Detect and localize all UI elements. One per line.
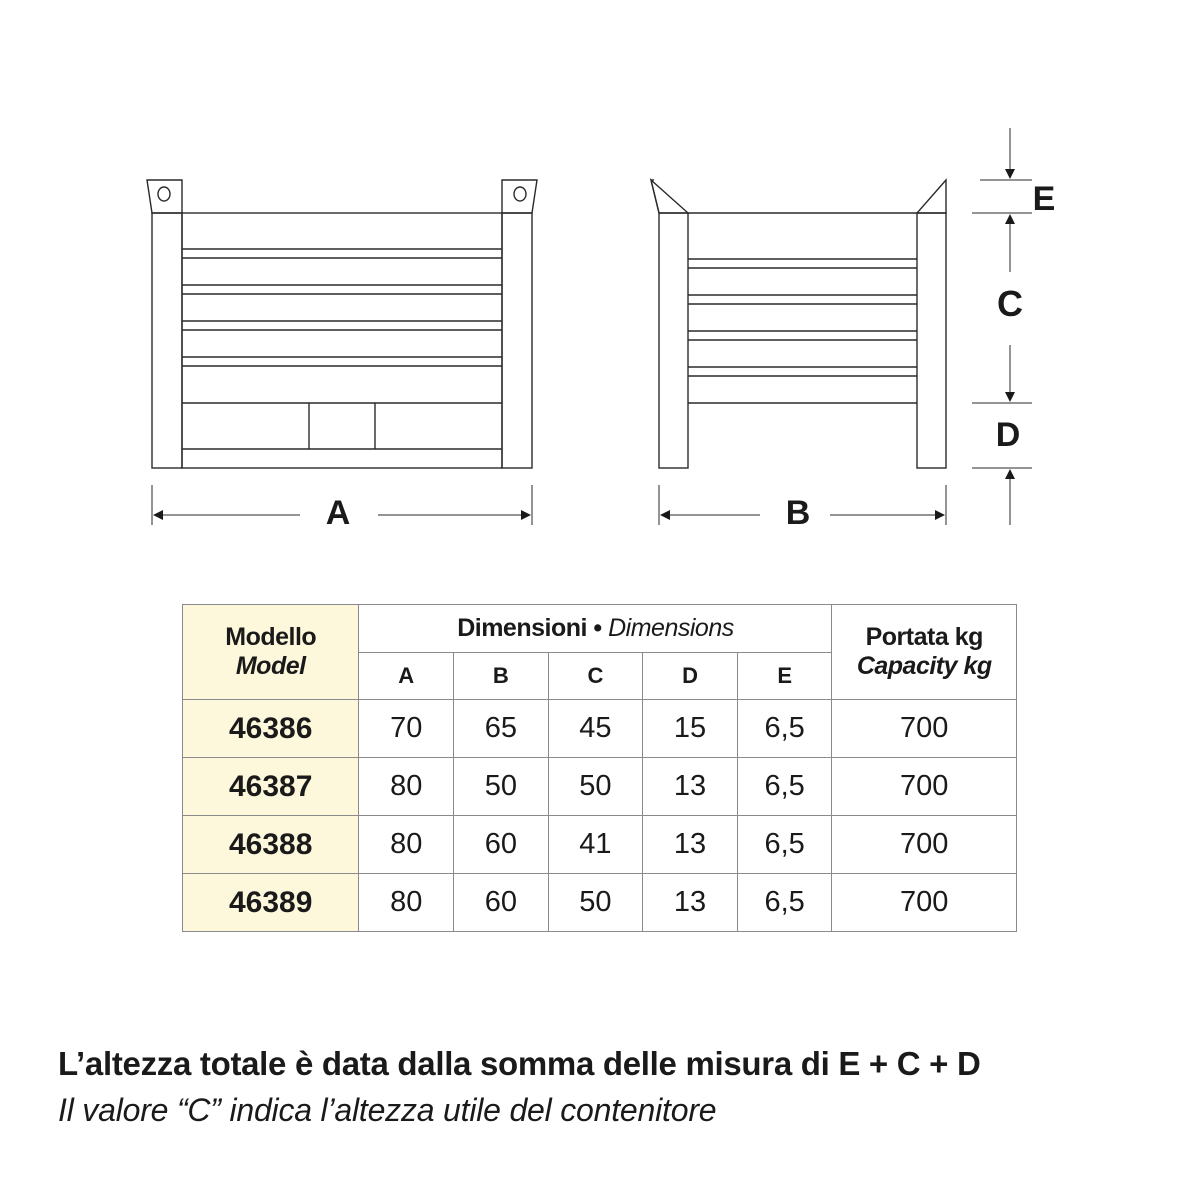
value-d: 15 xyxy=(643,700,738,758)
note-total-height: L’altezza totale è data dalla somma delle misura di E + C + D xyxy=(58,1045,981,1082)
dimension-vertical xyxy=(972,128,1032,525)
capacity-value: 700 xyxy=(832,700,1017,758)
value-d: 13 xyxy=(643,874,738,932)
notes xyxy=(58,1040,1178,1132)
capacity-header-en: Capacity kg xyxy=(856,652,992,680)
dimensions-header-it: Dimensioni xyxy=(457,614,587,642)
table-row xyxy=(183,874,1017,932)
column-header-e: E xyxy=(737,653,832,700)
table-row xyxy=(183,700,1017,758)
value-a: 80 xyxy=(359,816,454,874)
dimensions-table xyxy=(182,604,1017,932)
value-b: 65 xyxy=(454,700,549,758)
side-view xyxy=(651,180,946,468)
model-cell: 46387 xyxy=(183,758,359,816)
capacity-header xyxy=(832,605,1017,700)
column-header-c: C xyxy=(548,653,643,700)
value-c: 50 xyxy=(548,758,643,816)
value-d: 13 xyxy=(643,758,738,816)
value-b: 60 xyxy=(454,874,549,932)
dimensions-header xyxy=(359,605,832,653)
dimension-label-c: C xyxy=(997,283,1023,324)
dimension-label-d: D xyxy=(995,416,1021,454)
container-technical-drawing xyxy=(0,0,1200,560)
value-a: 80 xyxy=(359,874,454,932)
value-a: 70 xyxy=(359,700,454,758)
dimensions-header-separator: • xyxy=(593,614,602,642)
model-cell: 46389 xyxy=(183,874,359,932)
value-e: 6,5 xyxy=(737,874,832,932)
note-useful-height: Il valore “C” indica l’altezza utile del contenitore xyxy=(58,1092,717,1128)
value-a: 80 xyxy=(359,758,454,816)
column-header-d: D xyxy=(643,653,738,700)
value-c: 45 xyxy=(548,700,643,758)
value-c: 50 xyxy=(548,874,643,932)
value-b: 60 xyxy=(454,816,549,874)
value-e: 6,5 xyxy=(737,816,832,874)
model-cell: 46386 xyxy=(183,700,359,758)
value-d: 13 xyxy=(643,816,738,874)
model-header xyxy=(183,605,359,700)
capacity-value: 700 xyxy=(832,874,1017,932)
value-e: 6,5 xyxy=(737,758,832,816)
model-header-it: Modello xyxy=(225,623,317,651)
dimension-label-b: B xyxy=(785,494,811,532)
value-b: 50 xyxy=(454,758,549,816)
dimension-label-e: E xyxy=(1032,180,1056,218)
value-c: 41 xyxy=(548,816,643,874)
dimensions-header-en: Dimensions xyxy=(608,614,734,642)
capacity-header-it: Portata kg xyxy=(865,623,983,651)
model-header-en: Model xyxy=(235,652,306,680)
table-row xyxy=(183,816,1017,874)
table-row xyxy=(183,758,1017,816)
dimension-label-a: A xyxy=(325,494,351,532)
column-header-b: B xyxy=(454,653,549,700)
capacity-value: 700 xyxy=(832,758,1017,816)
capacity-value: 700 xyxy=(832,816,1017,874)
front-view xyxy=(147,180,537,468)
value-e: 6,5 xyxy=(737,700,832,758)
column-header-a: A xyxy=(359,653,454,700)
model-cell: 46388 xyxy=(183,816,359,874)
